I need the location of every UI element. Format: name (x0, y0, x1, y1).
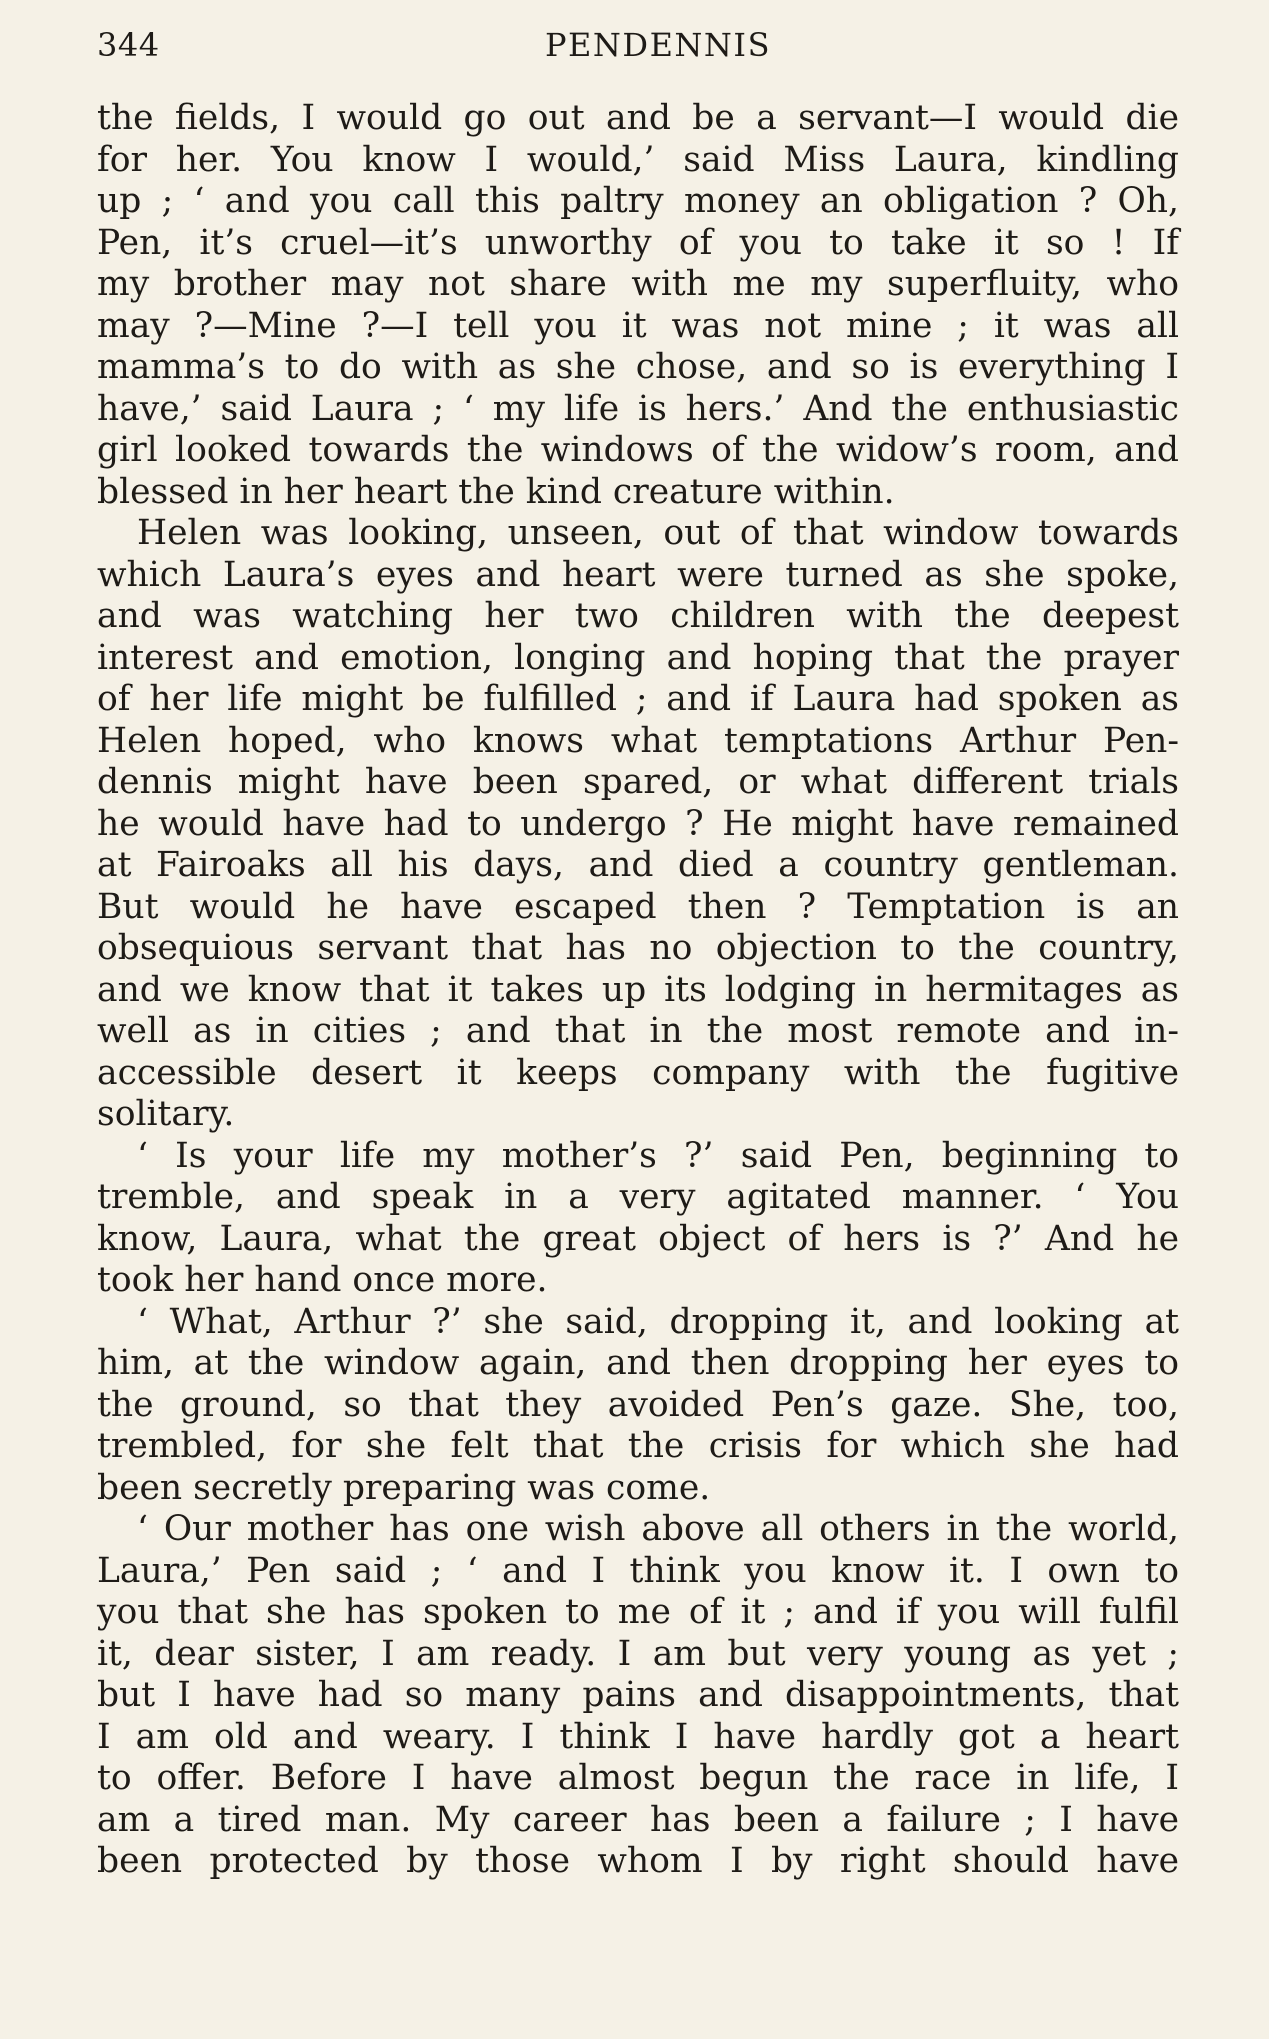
text-line: for her. You know I would,’ said Miss Laura, kindling (97, 139, 1179, 180)
text-line: Helen hoped, who knows what temptations Arthur Pen- (97, 720, 1179, 761)
text-line: Pen, it’s cruel—it’s unworthy of you to take it so ! If (97, 222, 1179, 263)
text-line: But would he have escaped then ? Temptation is an (97, 886, 1179, 927)
text-line: took her hand once more. (97, 1260, 548, 1300)
text-line: ‘ Our mother has one wish above all others in the world, (137, 1509, 1179, 1549)
text-line: I am old and weary. I think I have hardly got a heart (97, 1716, 1179, 1757)
page-number: 344 (97, 26, 160, 64)
running-head: PENDENNIS (545, 26, 771, 64)
text-line: have,’ said Laura ; ‘ my life is hers.’ And the enthusiastic (97, 388, 1179, 429)
text-line: Helen was looking, unseen, out of that window towards (137, 513, 1179, 553)
text-line: to offer. Before I have almost begun the race in life, I (97, 1758, 1179, 1798)
text-line: may ?—Mine ?—I tell you it was not mine ; it was all (97, 305, 1179, 346)
text-line: am a tired man. My career has been a failure ; I have (97, 1799, 1179, 1840)
text-line: solitary. (97, 1094, 235, 1134)
text-line: accessible desert it keeps company with the fugitive (97, 1052, 1179, 1093)
text-line: but I have had so many pains and disappointments, that (97, 1675, 1179, 1715)
text-line: he would have had to undergo ? He might have remained (97, 803, 1179, 844)
text-line: well as in cities ; and that in the most remote and in- (97, 1011, 1179, 1051)
text-line: him, at the window again, and then dropping her eyes to (97, 1343, 1179, 1383)
text-line: at Fairoaks all his days, and died a country gentleman. (97, 845, 1179, 885)
text-line: been secretly preparing was come. (97, 1467, 711, 1508)
text-line: tremble, and speak in a very agitated manner. ‘ You (97, 1177, 1179, 1217)
page-header (97, 22, 1179, 68)
text-line: and we know that it takes up its lodging in hermitages as (97, 969, 1179, 1010)
text-line: it, dear sister, I am ready. I am but very young as yet ; (97, 1633, 1179, 1674)
text-line: girl looked towards the windows of the widow’s room, and (97, 430, 1179, 470)
text-line: which Laura’s eyes and heart were turned as she spoke, (97, 554, 1179, 595)
text-line: and was watching her two children with the deepest (97, 596, 1179, 636)
text-line: Laura,’ Pen said ; ‘ and I think you know it. I own to (97, 1550, 1179, 1591)
text-line: you that she has spoken to me of it ; and if you will fulfil (97, 1592, 1179, 1632)
text-line: obsequious servant that has no objection to the country, (97, 928, 1179, 968)
body-text (97, 98, 1179, 1883)
text-line: up ; ‘ and you call this paltry money an obligation ? Oh, (97, 181, 1179, 221)
text-line: dennis might have been spared, or what different trials (97, 762, 1179, 802)
text-line: been protected by those whom I by right should have (97, 1841, 1179, 1881)
text-line: of her life might be fulfilled ; and if Laura had spoken as (97, 679, 1179, 719)
text-line: the ground, so that they avoided Pen’s gaze. She, too, (97, 1384, 1179, 1425)
text-line: mamma’s to do with as she chose, and so is everything I (97, 347, 1179, 387)
text-line: interest and emotion, longing and hoping that the prayer (97, 637, 1179, 678)
text-line: my brother may not share with me my superfluity, who (97, 264, 1179, 304)
text-line: ‘ What, Arthur ?’ she said, dropping it, and looking at (137, 1301, 1179, 1342)
text-line: the fields, I would go out and be a servant—I would die (97, 98, 1179, 138)
text-line: ‘ Is your life my mother’s ?’ said Pen, beginning to (137, 1135, 1179, 1176)
text-line: trembled, for she felt that the crisis for which she had (97, 1426, 1179, 1466)
text-line: blessed in her heart the kind creature within. (97, 471, 895, 512)
text-line: know, Laura, what the great object of hers is ?’ And he (97, 1218, 1179, 1259)
